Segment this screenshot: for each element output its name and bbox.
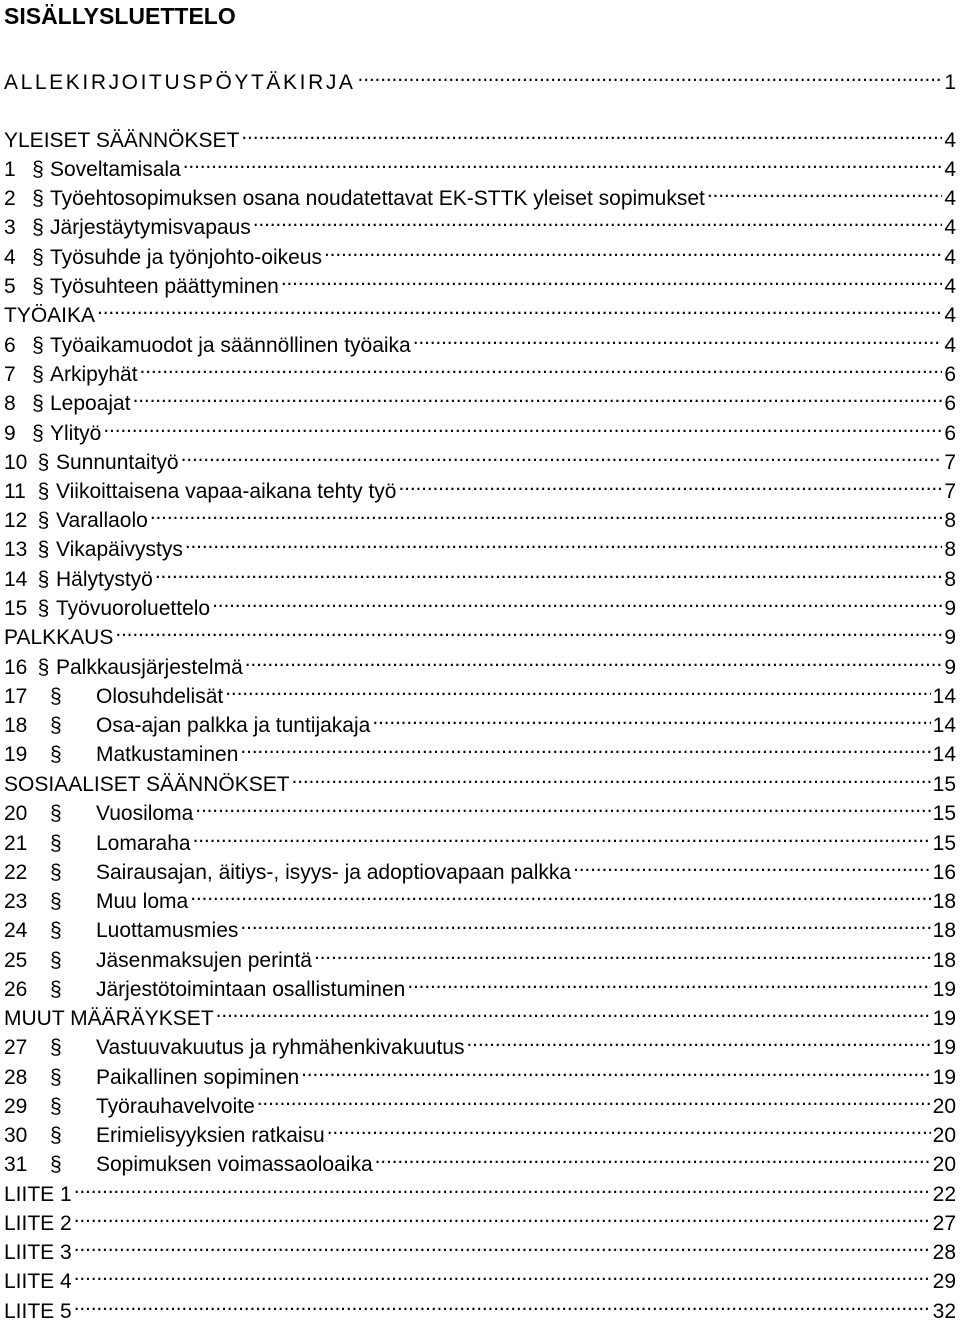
section-sign-icon: § <box>37 656 50 679</box>
toc-entry[interactable] <box>4 967 956 1001</box>
toc-entry-page-number: 20 <box>932 1095 956 1118</box>
toc-entry-page-number: 9 <box>944 597 956 620</box>
toc-entry-label: Jäsenmaksujen perintä <box>96 949 312 972</box>
toc-entry-label: PALKKAUS <box>4 626 114 649</box>
toc-entry[interactable] <box>4 1230 956 1264</box>
dot-leader <box>97 293 942 322</box>
toc-entry-number: 6 <box>4 334 16 357</box>
toc-entry-label: Sunnuntaityö <box>56 451 179 474</box>
toc-entry-label: Järjestäytymisvapaus <box>50 216 251 239</box>
toc-entry-page-number: 8 <box>944 568 956 591</box>
toc-entry-label: Lepoajat <box>50 392 131 415</box>
toc-entry-label: Sopimuksen voimassaoloaika <box>96 1153 373 1176</box>
toc-entry-label: Työehtosopimuksen osana noudatettavat EK-STTK yleiset sopimukset <box>50 187 705 210</box>
toc-entry-label: Luottamusmies <box>96 919 239 942</box>
toc-entry-label: LIITE 2 <box>4 1212 72 1235</box>
toc-entry[interactable] <box>4 674 956 708</box>
toc-entry-label: Soveltamisala <box>50 158 181 181</box>
section-sign-icon: § <box>32 275 44 298</box>
dot-leader <box>185 527 942 556</box>
toc-entry[interactable] <box>4 352 956 386</box>
dot-leader <box>253 205 943 234</box>
toc-entry-label: LIITE 4 <box>4 1270 72 1293</box>
section-sign-icon: § <box>50 1124 62 1147</box>
toc-entry-page-number: 15 <box>932 832 956 855</box>
toc-entry-number: 19 <box>4 743 28 766</box>
toc-entry[interactable] <box>4 381 956 415</box>
toc-entry-number: 21 <box>4 832 28 855</box>
toc-entry-page-number: 4 <box>944 187 956 210</box>
section-sign-icon: § <box>32 392 44 415</box>
dot-leader <box>466 1025 930 1054</box>
toc-entry[interactable] <box>4 498 956 532</box>
toc-entry-page-number: 4 <box>944 158 956 181</box>
toc-entry[interactable] <box>4 176 956 210</box>
toc-entry-number: 22 <box>4 861 28 884</box>
section-sign-icon: § <box>32 187 44 210</box>
dot-leader <box>212 586 942 615</box>
dot-leader <box>74 1201 931 1230</box>
toc-entry-label: Vastuuvakuutus ja ryhmähenkivakuutus <box>96 1036 465 1059</box>
toc-entry-label: ALLEKIRJOITUSPÖYTÄKIRJA <box>4 71 356 94</box>
dot-leader <box>707 176 942 205</box>
toc-entry-label: Osa-ajan palkka ja tuntijakaja <box>96 714 371 737</box>
dot-leader <box>314 938 931 967</box>
toc-entry-page-number: 4 <box>944 216 956 239</box>
toc-entry-label: Työvuoroluettelo <box>56 597 211 620</box>
toc-entry-label: Hälytystyö <box>56 568 153 591</box>
toc-entry-page-number: 18 <box>932 919 956 942</box>
toc-entry[interactable] <box>4 1113 956 1147</box>
dot-leader <box>257 1084 931 1113</box>
toc-entry-number: 1 <box>4 158 16 181</box>
toc-entry[interactable] <box>4 235 956 269</box>
section-sign-icon: § <box>37 509 50 532</box>
section-sign-icon: § <box>50 714 62 737</box>
section-sign-icon: § <box>32 216 44 239</box>
dot-leader <box>190 879 930 908</box>
toc-entry[interactable] <box>4 938 956 972</box>
toc-entry[interactable] <box>4 645 956 679</box>
dot-leader <box>240 908 930 937</box>
toc-entry[interactable] <box>4 1025 956 1059</box>
toc-entry[interactable] <box>4 821 956 855</box>
section-sign-icon: § <box>32 246 44 269</box>
dot-leader <box>155 557 942 586</box>
dot-leader <box>407 967 930 996</box>
toc-entry-label: MUUT MÄÄRÄYKSET <box>4 1007 214 1030</box>
dot-leader <box>358 60 943 89</box>
toc-entry-page-number: 1 <box>944 71 956 94</box>
toc-entry-page-number: 4 <box>944 275 956 298</box>
dot-leader <box>324 235 942 264</box>
toc-entry-label: Järjestötoimintaan osallistuminen <box>96 978 406 1001</box>
toc-entry-label: Sairausajan, äitiys-, isyys- ja adoptiovapaan palkka <box>96 861 572 884</box>
toc-entry-number: 11 <box>4 480 26 503</box>
section-sign-icon: § <box>50 919 62 942</box>
dot-leader <box>183 147 943 176</box>
toc-entry-number: 9 <box>4 422 16 445</box>
dot-leader <box>150 498 942 527</box>
toc-entry-number: 31 <box>4 1153 28 1176</box>
toc-entry[interactable] <box>4 850 956 884</box>
toc-entry-label: TYÖAIKA <box>4 304 96 327</box>
toc-entry-page-number: 6 <box>944 392 956 415</box>
toc-entry-label: Paikallinen sopiminen <box>96 1066 300 1089</box>
toc-entry-label: SOSIAALISET SÄÄNNÖKSET <box>4 773 290 796</box>
toc-entry[interactable] <box>4 205 956 239</box>
dot-leader <box>375 1142 931 1171</box>
toc-entry-page-number: 4 <box>944 304 956 327</box>
toc-entry-page-number: 7 <box>944 451 956 474</box>
toc-entry-number: 5 <box>4 275 16 298</box>
toc-entry-page-number: 14 <box>932 743 956 766</box>
toc-entry-number: 14 <box>4 568 28 591</box>
toc-entry-label: Palkkausjärjestelmä <box>56 656 243 679</box>
toc-entry-number: 28 <box>4 1066 28 1089</box>
toc-entry-number: 8 <box>4 392 16 415</box>
toc-entry-page-number: 27 <box>932 1212 956 1235</box>
section-sign-icon: § <box>50 1095 62 1118</box>
toc-entry-label: Työaikamuodot ja säännöllinen työaika <box>50 334 411 357</box>
toc-entry-number: 18 <box>4 714 28 737</box>
toc-entry-label: YLEISET SÄÄNNÖKSET <box>4 129 240 152</box>
toc-entry[interactable] <box>4 1142 956 1176</box>
section-sign-icon: § <box>37 568 50 591</box>
toc-entry-label: Työsuhde ja työnjohto-oikeus <box>50 246 323 269</box>
toc-entry-page-number: 20 <box>932 1124 956 1147</box>
dot-leader <box>74 1230 931 1259</box>
toc-entry-page-number: 18 <box>932 890 956 913</box>
toc-entry[interactable] <box>4 908 956 942</box>
toc-entry-page-number: 6 <box>944 422 956 445</box>
dot-leader <box>301 1055 931 1084</box>
toc-entry-number: 7 <box>4 363 16 386</box>
section-sign-icon: § <box>50 743 62 766</box>
toc-entry-number: 15 <box>4 597 28 620</box>
toc-entry-label: LIITE 3 <box>4 1241 72 1264</box>
dot-leader <box>103 411 942 440</box>
toc-entry-label: Arkipyhät <box>50 363 138 386</box>
toc-entry[interactable] <box>4 1172 956 1206</box>
toc-entry-page-number: 14 <box>932 714 956 737</box>
toc-entry-label: Vuosiloma <box>96 802 194 825</box>
toc-entry-label: LIITE 1 <box>4 1183 72 1206</box>
section-sign-icon: § <box>37 480 50 503</box>
toc-entry-label: Ylityö <box>50 422 102 445</box>
toc-entry-page-number: 19 <box>932 1036 956 1059</box>
dot-leader <box>140 352 943 381</box>
section-sign-icon: § <box>37 538 50 561</box>
toc-entry-page-number: 4 <box>944 246 956 269</box>
dot-leader <box>181 440 943 469</box>
section-sign-icon: § <box>50 832 62 855</box>
dot-leader <box>74 1172 931 1201</box>
toc-entry-label: Viikoittaisena vapaa-aikana tehty työ <box>56 480 397 503</box>
toc-entry-page-number: 16 <box>932 861 956 884</box>
toc-entry-number: 12 <box>4 509 28 532</box>
toc-entry-page-number: 22 <box>932 1183 956 1206</box>
dot-leader <box>573 850 931 879</box>
toc-entry-number: 10 <box>4 451 28 474</box>
toc-entry[interactable] <box>4 996 956 1030</box>
toc-entry-number: 29 <box>4 1095 28 1118</box>
toc-entry-label: Työsuhteen päättyminen <box>50 275 279 298</box>
section-sign-icon: § <box>50 1066 62 1089</box>
toc-entry[interactable] <box>4 1084 956 1118</box>
toc-entry[interactable] <box>4 440 956 474</box>
toc-entry-label: Lomaraha <box>96 832 191 855</box>
toc-entry-page-number: 15 <box>932 802 956 825</box>
section-sign-icon: § <box>50 802 62 825</box>
section-sign-icon: § <box>32 363 44 386</box>
toc-entry[interactable] <box>4 732 956 766</box>
toc-entry[interactable] <box>4 527 956 561</box>
toc-entry-label: LIITE 5 <box>4 1300 72 1323</box>
toc-entry[interactable] <box>4 469 956 503</box>
dot-leader <box>133 381 943 410</box>
toc-entry-page-number: 4 <box>944 334 956 357</box>
toc-entry-number: 4 <box>4 246 16 269</box>
dot-leader <box>245 645 943 674</box>
toc-entry-page-number: 7 <box>944 480 956 503</box>
toc-entry-page-number: 9 <box>944 656 956 679</box>
toc-entry-page-number: 19 <box>932 1007 956 1030</box>
toc-entry[interactable] <box>4 293 956 327</box>
toc-entry[interactable] <box>4 586 956 620</box>
toc-entry[interactable] <box>4 118 956 152</box>
toc-entry[interactable] <box>4 323 956 357</box>
dot-leader <box>225 674 930 703</box>
toc-entry[interactable] <box>4 557 956 591</box>
toc-entry[interactable] <box>4 411 956 445</box>
toc-entry-page-number: 14 <box>932 685 956 708</box>
dot-leader <box>399 469 943 498</box>
toc-entry-number: 27 <box>4 1036 28 1059</box>
toc-entry[interactable] <box>4 791 956 825</box>
toc-entry-number: 25 <box>4 949 28 972</box>
section-sign-icon: § <box>50 861 62 884</box>
toc-entry[interactable] <box>4 1259 956 1293</box>
toc-entry-number: 24 <box>4 919 28 942</box>
toc-entry-number: 23 <box>4 890 28 913</box>
section-sign-icon: § <box>50 978 62 1001</box>
toc-entry-number: 20 <box>4 802 28 825</box>
toc-entry-page-number: 8 <box>944 509 956 532</box>
toc-entry-number: 2 <box>4 187 16 210</box>
toc-entry-label: Erimielisyyksien ratkaisu <box>96 1124 325 1147</box>
toc-entry-page-number: 9 <box>944 626 956 649</box>
toc-entry-page-number: 8 <box>944 538 956 561</box>
toc-entry-number: 3 <box>4 216 16 239</box>
dot-leader <box>241 118 942 147</box>
dot-leader <box>281 264 942 293</box>
dot-leader <box>413 323 943 352</box>
toc-entry[interactable] <box>4 264 956 298</box>
dot-leader <box>372 703 930 732</box>
toc-entry-page-number: 20 <box>932 1153 956 1176</box>
toc-entry-label: Työrauhavelvoite <box>96 1095 255 1118</box>
section-sign-icon: § <box>32 422 44 445</box>
toc-entry[interactable] <box>4 1201 956 1235</box>
toc-entry[interactable] <box>4 60 956 94</box>
toc-title: SISÄLLYSLUETTELO <box>4 3 236 29</box>
toc-entry[interactable] <box>4 1055 956 1089</box>
toc-entry-label: Vikapäivystys <box>56 538 183 561</box>
section-sign-icon: § <box>50 685 62 708</box>
section-sign-icon: § <box>50 949 62 972</box>
toc-entry-page-number: 19 <box>932 1066 956 1089</box>
toc-entry[interactable] <box>4 147 956 181</box>
toc-entry-label: Matkustaminen <box>96 743 239 766</box>
toc-entry[interactable] <box>4 762 956 796</box>
section-sign-icon: § <box>50 890 62 913</box>
dot-leader <box>327 1113 931 1142</box>
toc-entry-page-number: 15 <box>932 773 956 796</box>
section-sign-icon: § <box>32 158 44 181</box>
section-sign-icon: § <box>50 1153 62 1176</box>
toc-entry[interactable] <box>4 703 956 737</box>
dot-leader <box>216 996 931 1025</box>
toc-entry-label: Olosuhdelisät <box>96 685 224 708</box>
toc-entry-number: 30 <box>4 1124 28 1147</box>
dot-leader <box>115 615 942 644</box>
toc-entry[interactable] <box>4 615 956 649</box>
dot-leader <box>292 762 931 791</box>
toc-entry-page-number: 6 <box>944 363 956 386</box>
toc-entry-number: 26 <box>4 978 28 1001</box>
toc-entry-number: 17 <box>4 685 28 708</box>
section-sign-icon: § <box>50 1036 62 1059</box>
toc-entry-page-number: 29 <box>932 1270 956 1293</box>
toc-entry-number: 13 <box>4 538 28 561</box>
dot-leader <box>74 1259 931 1288</box>
dot-leader <box>195 791 930 820</box>
toc-entry-page-number: 4 <box>944 129 956 152</box>
dot-leader <box>240 732 930 761</box>
toc-entry-page-number: 19 <box>932 978 956 1001</box>
dot-leader <box>193 821 931 850</box>
toc-entry-page-number: 28 <box>932 1241 956 1264</box>
toc-entry-label: Muu loma <box>96 890 189 913</box>
toc-entry[interactable] <box>4 879 956 913</box>
toc-entry-label: Varallaolo <box>56 509 148 532</box>
toc-entry-page-number: 18 <box>932 949 956 972</box>
toc-entry-page-number: 32 <box>932 1300 956 1323</box>
section-sign-icon: § <box>32 334 44 357</box>
section-sign-icon: § <box>37 597 50 620</box>
toc-entry-number: 16 <box>4 656 28 679</box>
section-sign-icon: § <box>37 451 50 474</box>
